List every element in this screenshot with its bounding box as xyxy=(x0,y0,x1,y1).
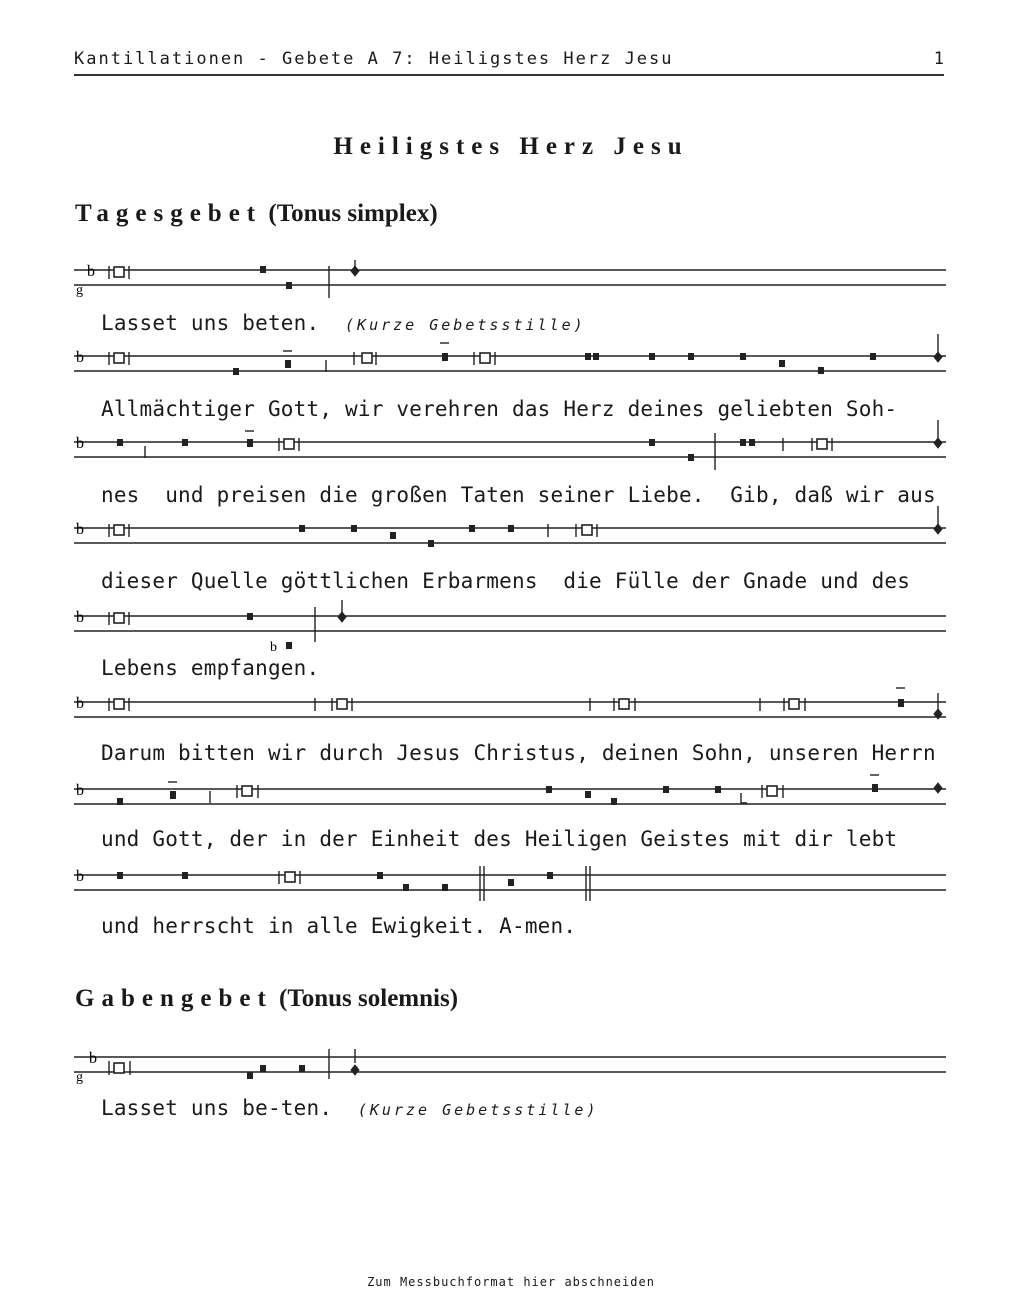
flat-clef: b xyxy=(76,695,84,712)
flat-accidental: b xyxy=(270,640,277,655)
final-note xyxy=(934,438,942,448)
punctum-note xyxy=(872,784,878,792)
lyric-line: und herrscht in alle Ewigkeit. A-men. xyxy=(101,914,577,938)
pause-annotation: (Kurze Gebetsstille) xyxy=(345,316,586,334)
final-note xyxy=(338,612,346,622)
section-heading-tone: (Tonus solemnis) xyxy=(279,985,459,1012)
punctum-note xyxy=(285,360,291,368)
square-note xyxy=(767,786,777,796)
punctum-note xyxy=(182,439,188,446)
punctum-note xyxy=(117,872,123,879)
chant-staff xyxy=(74,349,946,392)
punctum-note xyxy=(688,454,694,461)
punctum-note xyxy=(247,1072,253,1079)
square-note xyxy=(285,872,295,882)
lyric-line xyxy=(101,311,586,335)
punctum-note xyxy=(585,353,591,360)
lyric-text: Lasset uns be-ten. xyxy=(101,1096,333,1120)
punctum-note xyxy=(260,1065,266,1072)
running-header xyxy=(74,46,944,76)
punctum-note xyxy=(390,532,396,539)
punctum-note xyxy=(649,353,655,360)
square-note xyxy=(114,267,124,277)
square-note xyxy=(582,525,592,535)
punctum-note xyxy=(469,525,475,532)
punctum-note xyxy=(749,439,755,446)
lyric-line: Darum bitten wir durch Jesus Christus, deinen Sohn, unseren Herrn xyxy=(101,741,936,765)
punctum-note xyxy=(870,353,876,360)
punctum-note xyxy=(818,367,824,374)
punctum-note xyxy=(442,884,448,891)
square-note xyxy=(114,353,124,363)
chant-staff xyxy=(74,435,946,478)
square-note xyxy=(114,525,124,535)
final-note xyxy=(351,266,359,276)
punctum-note xyxy=(593,353,599,360)
punctum-note xyxy=(508,879,514,886)
square-note xyxy=(337,699,347,709)
flat-clef: b xyxy=(76,609,84,626)
lyric-line: Allmächtiger Gott, wir verehren das Herz deines geliebten Soh- xyxy=(101,397,898,421)
chant-staff xyxy=(74,1050,946,1093)
punctum-note xyxy=(233,368,239,375)
punctum-note xyxy=(377,872,383,879)
final-note xyxy=(934,352,942,362)
punctum-note xyxy=(688,353,694,360)
flat-clef: b xyxy=(89,1050,97,1067)
punctum-note xyxy=(351,525,357,532)
punctum-note xyxy=(442,353,448,361)
final-note xyxy=(934,524,942,534)
page-title: Heiligstes Herz Jesu xyxy=(333,133,689,160)
square-note xyxy=(817,439,827,449)
lyric-line: nes und preisen die großen Taten seiner Liebe. Gib, daß wir aus xyxy=(101,483,936,507)
punctum-note xyxy=(740,439,746,446)
punctum-note xyxy=(649,439,655,446)
flat-clef: b xyxy=(76,782,84,799)
running-title: Kantillationen - Gebete A 7: Heiligstes Herz Jesu xyxy=(74,49,674,69)
punctum-note xyxy=(508,525,514,532)
flat-clef: b xyxy=(76,349,84,366)
punctum-note xyxy=(299,1065,305,1072)
section-heading-gabengebet xyxy=(75,985,458,1013)
chant-staff xyxy=(74,868,946,911)
flat-clef: b xyxy=(76,521,84,538)
lyric-text: Lasset uns beten. xyxy=(101,311,320,335)
punctum-note xyxy=(247,613,253,620)
punctum-note xyxy=(403,884,409,891)
punctum-note xyxy=(740,353,746,360)
punctum-note xyxy=(117,798,123,805)
chant-staff xyxy=(74,695,946,738)
lyric-line: und Gott, der in der Einheit des Heiligen Geistes mit dir lebt xyxy=(101,827,898,851)
punctum-note xyxy=(170,791,176,799)
square-note xyxy=(114,1063,124,1073)
g-clef: g xyxy=(76,1070,83,1085)
square-note xyxy=(114,613,124,623)
punctum-note xyxy=(547,872,553,879)
g-clef: g xyxy=(76,283,83,298)
punctum-note xyxy=(779,360,785,367)
square-note xyxy=(480,353,490,363)
punctum-note xyxy=(260,266,266,273)
square-note xyxy=(242,786,252,796)
square-note xyxy=(619,699,629,709)
final-note xyxy=(351,1065,359,1075)
flat-clef: b xyxy=(87,263,95,280)
lyric-line: dieser Quelle göttlichen Erbarmens die Fülle der Gnade und des xyxy=(101,569,911,593)
lyric-line: Lebens empfangen. xyxy=(101,656,320,680)
punctum-note xyxy=(286,282,292,289)
page-number: 1 xyxy=(933,49,944,69)
section-heading-tagesgebet xyxy=(75,200,438,228)
lyric-line xyxy=(101,1096,599,1120)
punctum-note xyxy=(299,525,305,532)
section-heading-tone: (Tonus simplex) xyxy=(268,200,438,227)
flat-clef: b xyxy=(76,435,84,452)
punctum-note xyxy=(428,540,434,547)
section-heading-label: Tagesgebet xyxy=(75,200,263,227)
chant-staff xyxy=(74,263,946,306)
punctum-note xyxy=(611,798,617,805)
punctum-note xyxy=(117,439,123,446)
punctum-note xyxy=(585,791,591,798)
punctum-note xyxy=(286,642,292,649)
final-note xyxy=(934,783,942,793)
square-note xyxy=(114,699,124,709)
square-note xyxy=(362,353,372,363)
punctum-note xyxy=(546,786,552,793)
chant-staff xyxy=(74,609,946,655)
punctum-note xyxy=(182,872,188,879)
punctum-note xyxy=(663,786,669,793)
punctum-note xyxy=(247,439,253,447)
cut-line-note: Zum Messbuchformat hier abschneiden xyxy=(367,1275,655,1289)
flat-clef: b xyxy=(76,868,84,885)
chant-staff xyxy=(74,521,946,564)
punctum-note xyxy=(715,786,721,793)
punctum-note xyxy=(898,699,904,707)
pause-annotation: (Kurze Gebetsstille) xyxy=(357,1101,599,1119)
chant-staff xyxy=(74,782,946,825)
section-heading-label: Gabengebet xyxy=(75,985,273,1012)
square-note xyxy=(284,439,294,449)
square-note xyxy=(789,699,799,709)
